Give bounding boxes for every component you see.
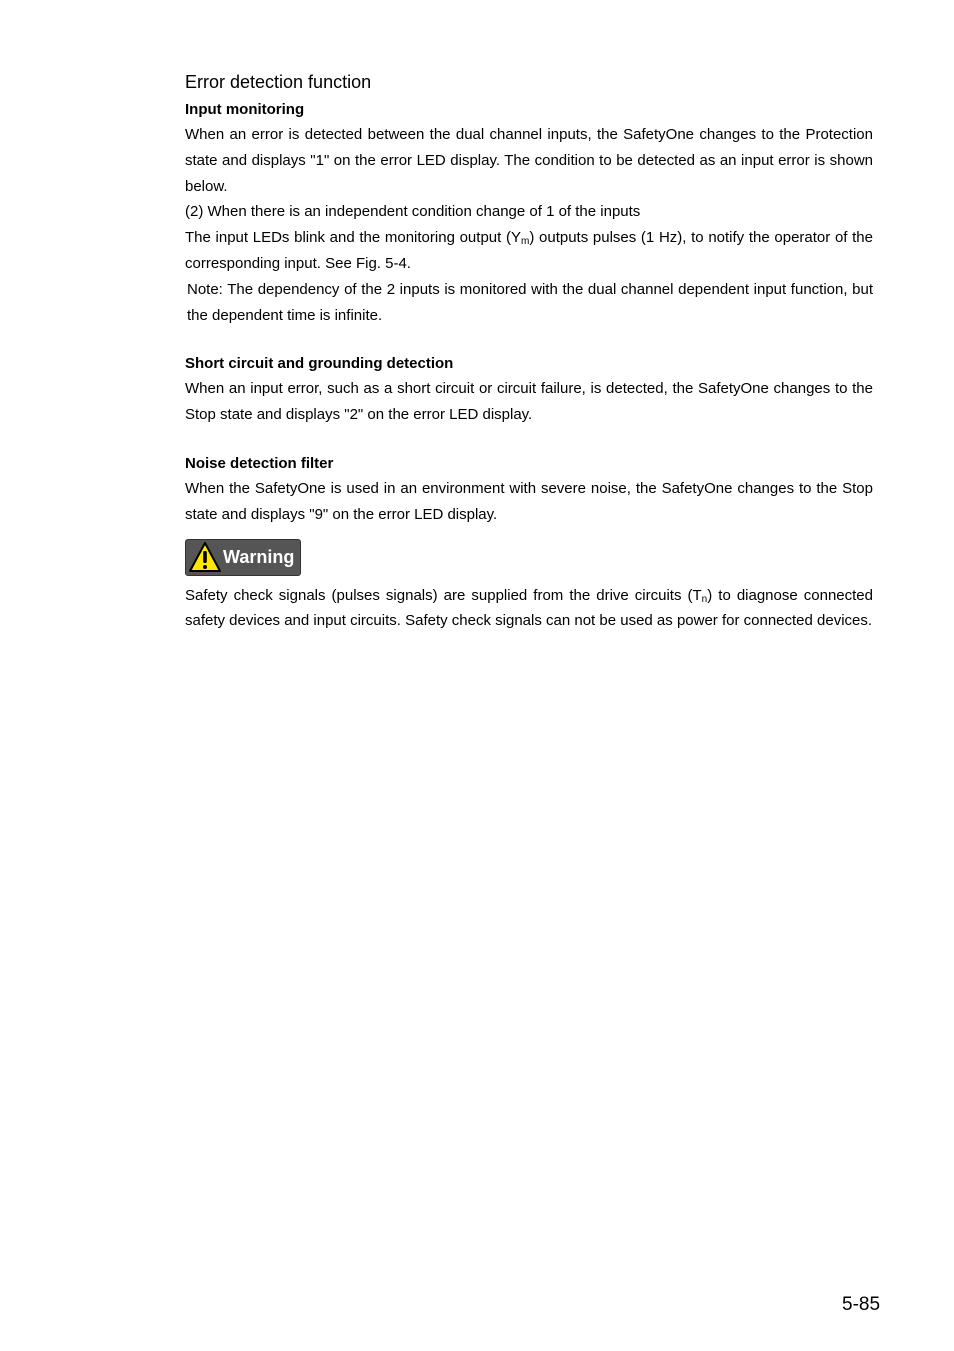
page-number: 5-85 [842, 1294, 881, 1315]
input-led-text-end: ) outputs pulses (1 Hz), to notify the operator of the corresponding input. See Fig. 5-4. [185, 229, 873, 272]
input-monitoring-paragraph: When an error is detected between the dual channel inputs, the SafetyOne changes to the Protection state and displays "1" on the error LED display. The condition to be detected as an input error is shown below. [185, 126, 873, 195]
input-led-paragraph [185, 225, 873, 277]
input-monitoring-heading: Input monitoring [185, 101, 305, 118]
section-spacer [185, 428, 873, 453]
warning-paragraph [185, 583, 873, 635]
page-content [185, 70, 873, 634]
short-circuit-heading: Short circuit and grounding detection [185, 355, 454, 373]
noise-filter-paragraph: When the SafetyOne is used in an environment with severe noise, the SafetyOne changes to the Stop state and displays "9" on the error LED display. [185, 479, 873, 523]
tn-subscript: n [701, 593, 708, 605]
warning-triangle-icon [188, 541, 222, 573]
warning-badge [185, 539, 301, 576]
input-condition-item: (2) When there is an independent condition change of 1 of the inputs [185, 203, 641, 221]
warning-text-start: Safety check signals (pulses signals) are supplied from the drive circuits (T [185, 586, 702, 604]
section-title: Error detection function [185, 72, 372, 92]
warning-label: Warning [223, 546, 295, 567]
warning-text-end: ) to diagnose connected safety devices and input circuits. Safety check signals can not be used as power for connected devices. [185, 586, 873, 630]
section-spacer [185, 328, 873, 353]
noise-filter-heading: Noise detection filter [185, 454, 334, 472]
short-circuit-paragraph: When an input error, such as a short circuit or circuit failure, is detected, the SafetyOne changes to the Stop state and displays "2" on the error LED display. [185, 380, 873, 424]
input-led-text-start: The input LEDs blink and the monitoring output (Y [185, 229, 521, 247]
dependency-note: Note: The dependency of the 2 inputs is monitored with the dual channel dependent input function, but the dependent time is infinite. [187, 280, 873, 324]
ym-subscript: m [520, 236, 530, 248]
